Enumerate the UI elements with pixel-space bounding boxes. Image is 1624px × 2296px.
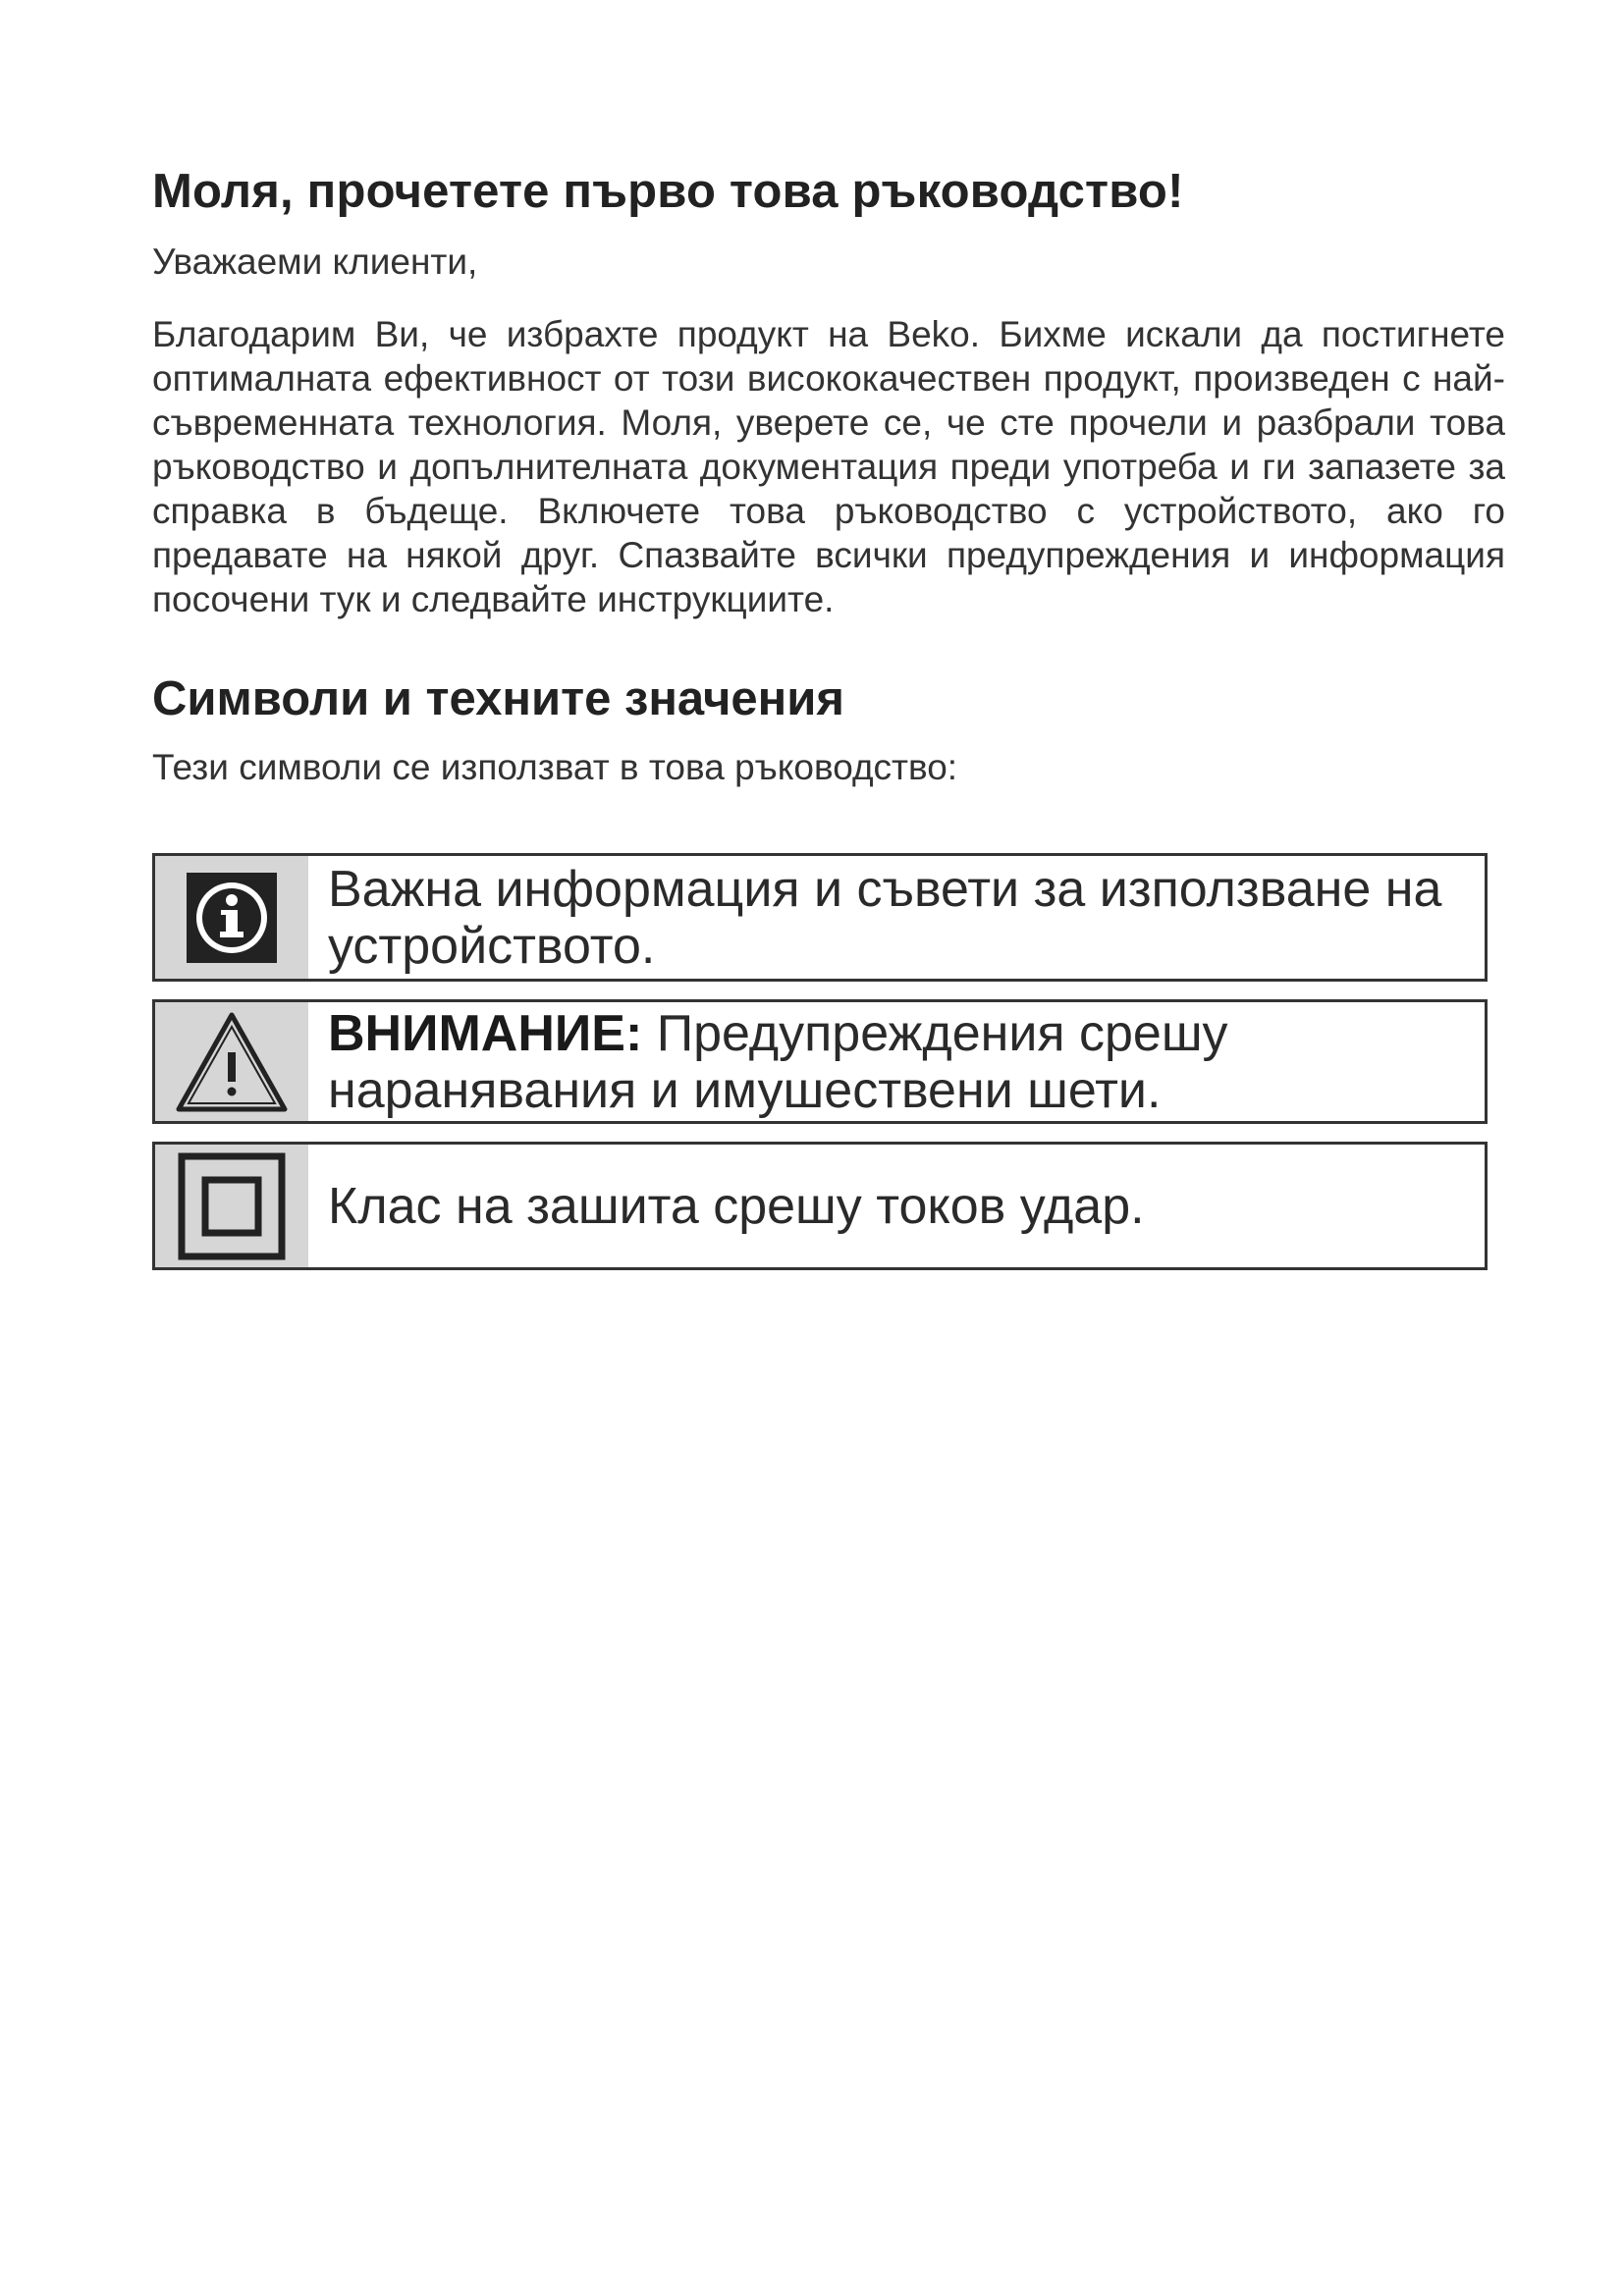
symbols-intro: Тези символи се използват в това ръководство: [152, 747, 958, 787]
icon-cell [155, 1002, 308, 1121]
manual-page [152, 157, 1507, 1270]
intro-paragraph: Благодарим Ви, че избрахте продукт на Beko. Бихме искали да постигнете оптималната ефективност от този висококачествен продукт, произведен с най-съвременната технология. Моля, уверете се, че сте прочели и разбрали това ръководство и допълнителната документация преди употреба и ги запазете за справка в бъдеще. Включете това ръководство с устройството, ако го предавате на някой друг. Спазвайте всички предупреждения и информация посочени тук и следвайте инструкциите. [152, 314, 1505, 619]
warning-triangle-icon [175, 1011, 289, 1113]
symbol-row-warning [152, 999, 1488, 1124]
symbol-text: Клас на зашита срешу токов удар. [328, 1177, 1145, 1235]
symbol-description [308, 1002, 1485, 1121]
symbol-description [308, 856, 1485, 979]
symbol-text: Важна информация и съвети за използване на устройството. [328, 860, 1442, 975]
symbols-heading: Символи и техните значения [152, 672, 844, 725]
page-title: Моля, прочетете първо това ръководство! [152, 165, 1184, 218]
icon-cell [155, 856, 308, 979]
symbols-table [152, 853, 1488, 1270]
icon-cell [155, 1145, 308, 1267]
info-icon [187, 873, 277, 963]
warning-label: ВНИМАНИЕ: [328, 1004, 643, 1062]
symbol-row-protection-class [152, 1142, 1488, 1270]
symbol-text: Предупреждения срешу наранявания и имушествени шети. [328, 1004, 1228, 1119]
double-insulation-icon [178, 1152, 286, 1260]
greeting: Уважаеми клиенти, [152, 241, 478, 282]
symbol-description [308, 1145, 1485, 1267]
symbol-row-info [152, 853, 1488, 982]
